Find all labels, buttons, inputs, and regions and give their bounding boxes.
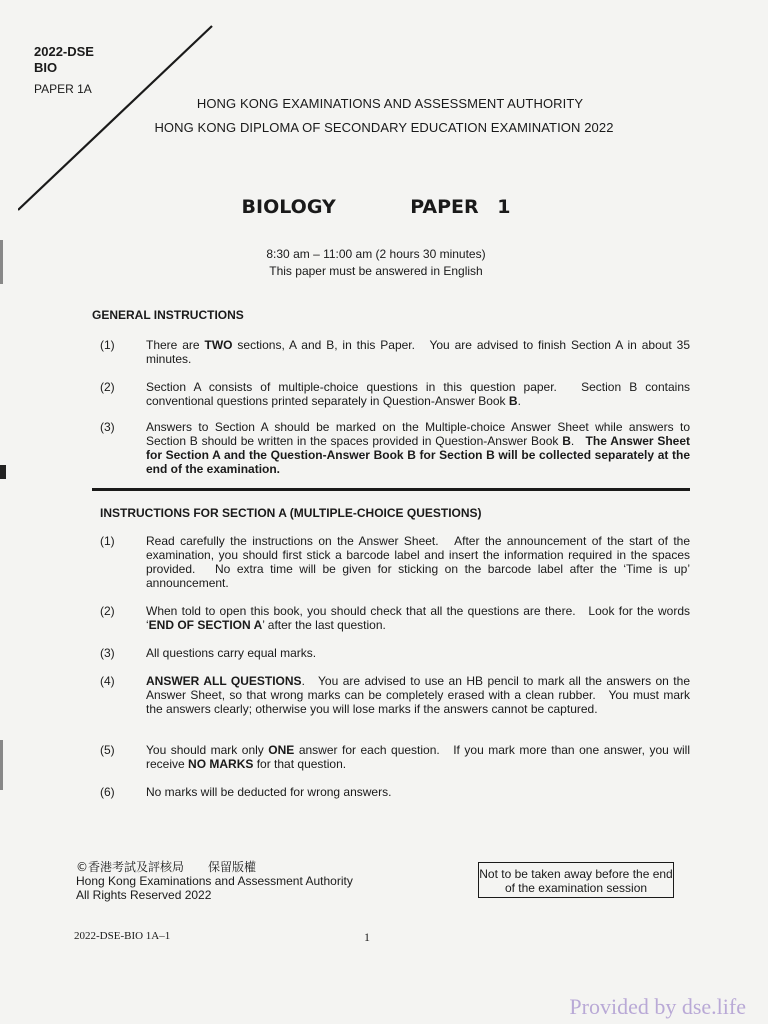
section-divider — [92, 488, 690, 491]
item-text: Read carefully the instructions on the Answer Sheet. After the announcement of the start of the examination, you should first stick a barcode label and insert the information required in the spaces provided. No extra time will be given for sticking on the barcode label after the ‘Time is up’ announcement. — [146, 534, 690, 590]
item-text: No marks will be deducted for wrong answers. — [146, 785, 392, 799]
item-number: (2) — [100, 604, 115, 618]
item-number: (1) — [100, 338, 115, 352]
item-text: When told to open this book, you should check that all the questions are there. Look for the words ‘END OF SECTION A’ after the last question. — [146, 604, 690, 632]
exam-time — [0, 246, 752, 280]
time-range: 8:30 am – 11:00 am (2 hours 30 minutes) — [266, 247, 486, 261]
authority-name: HONG KONG EXAMINATIONS AND ASSESSMENT AUTHORITY — [196, 96, 584, 111]
item-number: (5) — [100, 743, 115, 757]
item-number: (3) — [100, 646, 115, 660]
item-number: (6) — [100, 785, 115, 799]
item-text: ANSWER ALL QUESTIONS. You are advised to use an HB pencil to mark all the answers on the Answer Sheet, so that wrong marks can be completely erased with a clean rubber. You must mark the answers clearly; otherwise you will lose marks if the answers cannot be captured. — [146, 674, 690, 716]
page-number: 1 — [364, 930, 370, 944]
copyright-english: Hong Kong Examinations and Assessment Authority — [76, 874, 353, 888]
item-number: (3) — [100, 420, 115, 434]
exam-code-year: 2022-DSE — [34, 44, 94, 59]
exam-name: HONG KONG DIPLOMA OF SECONDARY EDUCATION EXAMINATION 2022 — [154, 120, 614, 135]
item-number: (2) — [100, 380, 115, 394]
exam-code-subject: BIO — [34, 60, 58, 75]
item-text: You should mark only ONE answer for each question. If you mark more than one answer, you will receive NO MARKS for that question. — [146, 743, 690, 771]
take-away-notice-box: Not to be taken away before the end of the examination session — [478, 862, 674, 898]
general-instructions-heading: GENERAL INSTRUCTIONS — [92, 308, 244, 322]
footer-code: 2022-DSE-BIO 1A–1 — [74, 930, 171, 942]
copyright-chinese: ©香港考試及評核局 保留版權 — [76, 860, 257, 874]
watermark: Provided by dse.life — [569, 994, 746, 1019]
item-number: (1) — [100, 534, 115, 548]
item-text: All questions carry equal marks. — [146, 646, 317, 660]
copyright-rights: All Rights Reserved 2022 — [76, 888, 212, 902]
page-title: BIOLOGY PAPER 1 — [241, 196, 511, 218]
item-text: Answers to Section A should be marked on the Multiple-choice Answer Sheet while answers to Section B should be written in the spaces provided in Question-Answer Book B. The Answer Sheet for Section A and the Question-Answer Book B for Section B will be collected separately at the end of the examination. — [146, 420, 690, 476]
item-text: There are TWO sections, A and B, in this Paper. You are advised to finish Section A in about 35 minutes. — [146, 338, 691, 366]
paper-label: PAPER 1A — [34, 82, 92, 96]
scan-edge-mark — [0, 740, 3, 790]
item-number: (4) — [100, 674, 115, 688]
copyright-notice — [76, 860, 353, 902]
item-text: Section A consists of multiple-choice questions in this question paper. Section B contains conventional questions printed separately in Question-Answer Book B. — [146, 380, 690, 408]
exam-code — [34, 44, 94, 76]
language-note: This paper must be answered in English — [269, 264, 483, 278]
registration-mark — [0, 465, 6, 479]
section-a-heading: INSTRUCTIONS FOR SECTION A (MULTIPLE-CHOICE QUESTIONS) — [100, 506, 482, 520]
